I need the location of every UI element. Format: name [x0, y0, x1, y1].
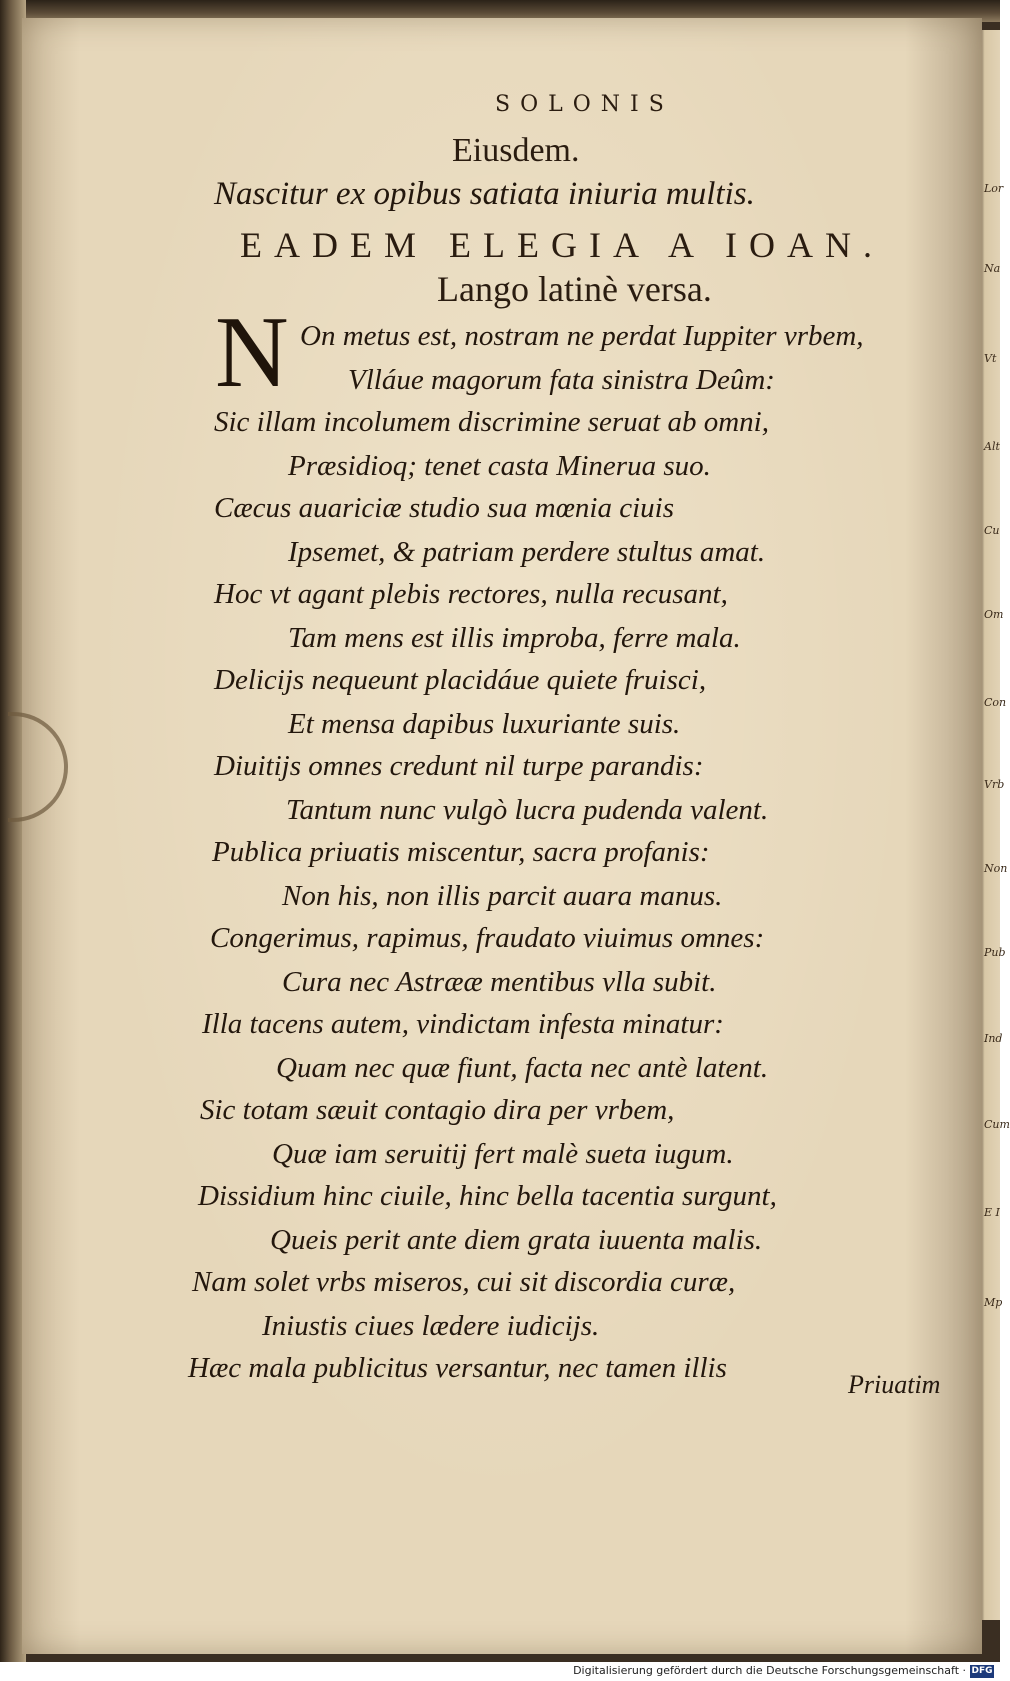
verse-line: Hoc vt agant plebis rectores, nulla recusant,	[214, 578, 728, 610]
elegy-title-line1: EADEM ELEGIA A IOAN.	[240, 225, 884, 265]
next-page-mark: Om	[984, 608, 1004, 621]
epigram-line: Nascitur ex opibus satiata iniuria multis.	[214, 176, 755, 212]
next-page-mark: Vt	[984, 352, 997, 365]
next-page-mark: E I	[984, 1206, 1000, 1219]
next-page-mark: Vrb	[984, 778, 1005, 791]
verse-line: Ipsemet, & patriam perdere stultus amat.	[288, 536, 766, 568]
next-page-mark: Na	[984, 262, 1001, 275]
verse-line: Non his, non illis parcit auara manus.	[282, 880, 723, 912]
next-page-mark: Lor	[984, 182, 1004, 195]
next-page-mark: Mp	[984, 1296, 1003, 1309]
verse-line: Tantum nunc vulgò lucra pudenda valent.	[286, 794, 769, 826]
verse-line: Præsidioq; tenet casta Minerua suo.	[288, 450, 711, 482]
next-page-mark: Alt	[984, 440, 1000, 453]
subheading: Eiusdem.	[452, 132, 580, 169]
verse-line: Sic totam sæuit contagio dira per vrbem,	[200, 1094, 675, 1126]
verse-line: Hæc mala publicitus versantur, nec tamen illis	[188, 1352, 727, 1384]
verse-line: Diuitijs omnes credunt nil turpe parandis:	[214, 750, 704, 782]
verse-line: Cæcus auariciæ studio sua mœnia ciuis	[214, 492, 675, 524]
verse-line: On metus est, nostram ne perdat Iuppiter vrbem,	[300, 320, 864, 352]
verse-line: Quam nec quæ fiunt, facta nec antè latent.	[276, 1052, 769, 1084]
next-page-mark: Cum	[984, 1118, 1010, 1131]
verse-line: Sic illam incolumem discrimine seruat ab omni,	[214, 406, 769, 438]
verse-line: Illa tacens autem, vindictam infesta minatur:	[202, 1008, 724, 1040]
verse-line: Queis perit ante diem grata iuuenta malis.	[270, 1224, 763, 1256]
elegy-title-line2: Lango latinè versa.	[437, 269, 712, 309]
verse-line: Publica priuatis miscentur, sacra profanis:	[212, 836, 710, 868]
verse-line: Cura nec Astrææ mentibus vlla subit.	[282, 966, 717, 998]
catchword: Priuatim	[848, 1370, 941, 1399]
verse-line: Tam mens est illis improba, ferre mala.	[288, 622, 741, 654]
verse-line: Dissidium hinc ciuile, hinc bella tacentia surgunt,	[198, 1180, 777, 1212]
running-head: SOLONIS	[495, 92, 674, 117]
verse-line: Congerimus, rapimus, fraudato viuimus omnes:	[210, 922, 765, 954]
next-page-mark: Pub	[984, 946, 1006, 959]
dfg-logo[interactable]: DFG	[971, 1666, 993, 1676]
verse-line: Iniustis ciues lædere iudicijs.	[262, 1310, 600, 1342]
next-page-mark: Non	[984, 862, 1008, 875]
verse-line: Et mensa dapibus luxuriante suis.	[288, 708, 681, 740]
verse-line: Vlláue magorum fata sinistra Deûm:	[348, 364, 775, 396]
drop-cap: N	[215, 296, 289, 409]
digitization-credit: Digitalisierung gefördert durch die Deutsche Forschungsgemeinschaft ·	[573, 1664, 966, 1677]
next-page-mark: Cu	[984, 524, 1000, 537]
footer-bar	[0, 1662, 1000, 1681]
verse-line: Quæ iam seruitij fert malè sueta iugum.	[272, 1138, 734, 1170]
next-page-mark: Con	[984, 696, 1007, 709]
next-page-mark: Ind	[984, 1032, 1003, 1045]
verse-line: Nam solet vrbs miseros, cui sit discordia curæ,	[192, 1266, 736, 1298]
verse-line: Delicijs nequeunt placidáue quiete fruisci,	[214, 664, 707, 696]
